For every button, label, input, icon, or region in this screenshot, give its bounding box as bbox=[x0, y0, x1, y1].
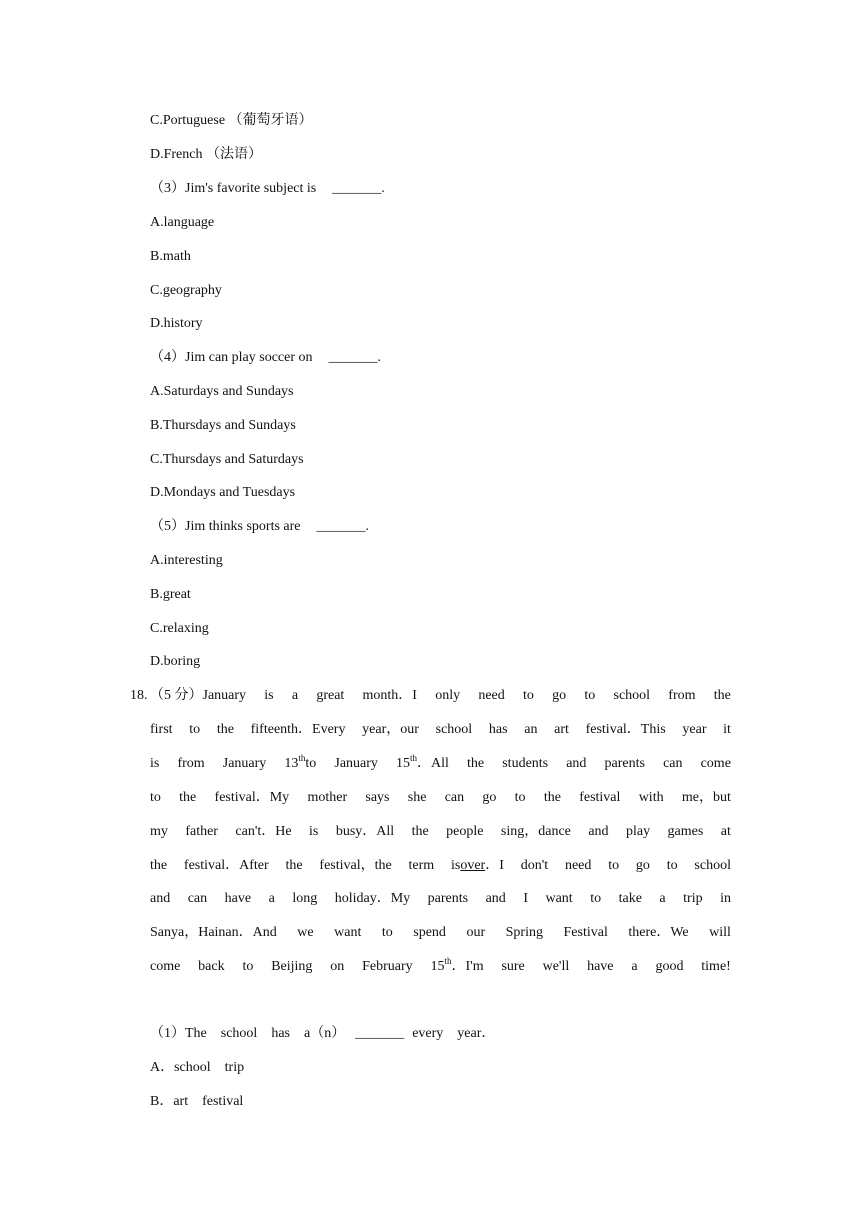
word: to bbox=[523, 688, 534, 703]
answer-blank: _______ bbox=[355, 1026, 405, 1041]
date-13th-to bbox=[284, 755, 316, 773]
word: Sanya，Hainan．And bbox=[150, 925, 277, 940]
question-5-label: （5）Jim thinks sports are bbox=[150, 519, 301, 534]
word: in bbox=[720, 891, 731, 906]
word: my bbox=[150, 824, 168, 839]
word: can bbox=[663, 756, 683, 771]
word: ．I'm bbox=[451, 959, 484, 974]
word: a bbox=[631, 959, 638, 974]
word: parents bbox=[427, 891, 469, 906]
word: the bbox=[285, 858, 303, 873]
word: it bbox=[723, 722, 731, 737]
word: year bbox=[682, 722, 707, 737]
answer-blank: _______. bbox=[328, 350, 382, 365]
word: the bbox=[216, 722, 234, 737]
word: students bbox=[502, 756, 549, 771]
word: festival bbox=[579, 790, 621, 805]
word: an bbox=[524, 722, 538, 737]
q3-option-c: C.geography bbox=[150, 283, 222, 298]
word: to bbox=[305, 756, 317, 771]
q4-option-b: B.Thursdays and Sundays bbox=[150, 418, 296, 433]
word: to bbox=[584, 688, 596, 703]
passage-line-1 bbox=[150, 687, 731, 705]
word: the bbox=[411, 824, 429, 839]
word: busy．All bbox=[335, 824, 395, 839]
q3-option-a: A.language bbox=[150, 215, 215, 230]
word: people bbox=[446, 824, 484, 839]
word: sing，dance bbox=[500, 824, 571, 839]
word: says bbox=[365, 790, 390, 805]
word: great bbox=[316, 688, 345, 703]
question-3-label: （3）Jim's favorite subject is bbox=[150, 181, 317, 196]
passage-line-7 bbox=[150, 890, 731, 908]
date-15th-im bbox=[431, 958, 484, 976]
question-4 bbox=[150, 349, 381, 367]
word: parents bbox=[604, 756, 645, 771]
word: February bbox=[362, 959, 413, 974]
word: festival，the bbox=[319, 858, 392, 873]
word: the bbox=[543, 790, 561, 805]
word: and bbox=[566, 756, 587, 771]
word: spend bbox=[413, 925, 446, 940]
word: back bbox=[198, 959, 225, 974]
word: the bbox=[467, 756, 485, 771]
word: month．I bbox=[362, 688, 417, 703]
date-number: 13 bbox=[284, 756, 299, 771]
q3-option-d: D.history bbox=[150, 316, 203, 331]
word: January bbox=[334, 756, 378, 771]
q5-option-d: D.boring bbox=[150, 654, 201, 669]
word: at bbox=[720, 824, 731, 839]
word: our bbox=[466, 925, 486, 940]
word: can bbox=[187, 891, 208, 906]
ordinal-suffix: th bbox=[298, 753, 306, 763]
word: and bbox=[485, 891, 506, 906]
word: is bbox=[150, 756, 160, 771]
word: good bbox=[655, 959, 684, 974]
word: school bbox=[694, 858, 731, 873]
word: go bbox=[552, 688, 567, 703]
word: go bbox=[635, 858, 650, 873]
word: will bbox=[709, 925, 731, 940]
word: the bbox=[150, 858, 168, 873]
ordinal-suffix: th bbox=[444, 956, 452, 966]
word: Spring bbox=[505, 925, 543, 940]
word: have bbox=[224, 891, 252, 906]
word: school bbox=[613, 688, 651, 703]
date-number: 15 bbox=[430, 959, 445, 974]
question-18-1-tail: every year． bbox=[412, 1026, 496, 1041]
q3-option-b: B.math bbox=[150, 249, 191, 264]
question-4-label: （4）Jim can play soccer on bbox=[150, 350, 313, 365]
word: sure bbox=[501, 959, 525, 974]
word: with bbox=[638, 790, 664, 805]
word: I bbox=[523, 891, 528, 906]
q4-option-a: A.Saturdays and Sundays bbox=[150, 384, 294, 399]
word: on bbox=[330, 959, 345, 974]
word: year，our bbox=[362, 722, 419, 737]
answer-blank: _______. bbox=[332, 181, 385, 196]
word: ．All bbox=[417, 756, 449, 771]
question-18-1-label: （1）The school has a（n） bbox=[150, 1026, 346, 1041]
word: has bbox=[488, 722, 508, 737]
word: games bbox=[667, 824, 704, 839]
word: ．I bbox=[485, 858, 504, 873]
word: we bbox=[297, 925, 314, 940]
word: holiday．My bbox=[334, 891, 411, 906]
q4-option-d: D.Mondays and Tuesdays bbox=[150, 485, 296, 500]
word: she bbox=[407, 790, 427, 805]
passage-line-5 bbox=[150, 823, 731, 841]
q5-option-c: C.relaxing bbox=[150, 621, 209, 636]
word: to bbox=[666, 858, 678, 873]
word: art bbox=[554, 722, 569, 737]
question-3 bbox=[150, 180, 385, 198]
word: and bbox=[588, 824, 609, 839]
word: to bbox=[242, 959, 254, 974]
q18-1-option-b: B．art festival bbox=[150, 1094, 244, 1109]
word: first bbox=[150, 722, 173, 737]
word: need bbox=[478, 688, 505, 703]
q4-option-c: C.Thursdays and Saturdays bbox=[150, 452, 304, 467]
word: is bbox=[451, 858, 461, 873]
date-number: 15 bbox=[396, 756, 411, 771]
passage-line-8 bbox=[150, 924, 731, 942]
word: Festival bbox=[563, 925, 608, 940]
underlined-word: over bbox=[460, 858, 486, 873]
date-15th bbox=[396, 755, 449, 773]
word: is bbox=[264, 688, 274, 703]
word: we'll bbox=[542, 959, 570, 974]
word: have bbox=[587, 959, 614, 974]
option-d-french: D.French （法语） bbox=[150, 147, 262, 162]
word: come bbox=[150, 959, 181, 974]
word: （5 分）January bbox=[150, 688, 247, 703]
word: term bbox=[408, 858, 435, 873]
passage-line-4 bbox=[150, 789, 731, 807]
word: can bbox=[444, 790, 465, 805]
word: to bbox=[590, 891, 602, 906]
word: long bbox=[292, 891, 318, 906]
passage-line-2 bbox=[150, 721, 731, 739]
word: to bbox=[514, 790, 526, 805]
option-c-portuguese: C.Portuguese （葡萄牙语） bbox=[150, 113, 313, 128]
word: want bbox=[334, 925, 362, 940]
passage-line-9 bbox=[150, 958, 731, 976]
question-number: 18. bbox=[130, 688, 148, 703]
word: fifteenth．Every bbox=[250, 722, 346, 737]
word: want bbox=[545, 891, 573, 906]
word: the bbox=[179, 790, 197, 805]
passage-line-6 bbox=[150, 857, 731, 875]
word: time! bbox=[701, 959, 731, 974]
answer-blank: _______. bbox=[316, 519, 369, 534]
q18-1-option-a: A．school trip bbox=[150, 1060, 245, 1075]
passage-line-3 bbox=[150, 755, 731, 773]
word: father bbox=[185, 824, 218, 839]
word: and bbox=[150, 891, 171, 906]
word: need bbox=[564, 858, 592, 873]
q5-option-a: A.interesting bbox=[150, 553, 223, 568]
word: Beijing bbox=[271, 959, 313, 974]
word: from bbox=[668, 688, 696, 703]
word: festival．After bbox=[183, 858, 269, 873]
word: trip bbox=[683, 891, 703, 906]
word: me，but bbox=[681, 790, 731, 805]
q5-option-b: B.great bbox=[150, 587, 191, 602]
word: January bbox=[222, 756, 267, 771]
word: to bbox=[189, 722, 201, 737]
ordinal-suffix: th bbox=[410, 753, 418, 763]
question-5 bbox=[150, 518, 369, 536]
word: the bbox=[713, 688, 731, 703]
word: mother bbox=[307, 790, 348, 805]
word: can't．He bbox=[235, 824, 292, 839]
word: school bbox=[435, 722, 473, 737]
word: go bbox=[482, 790, 497, 805]
word: there．We bbox=[628, 925, 689, 940]
word: don't bbox=[520, 858, 549, 873]
word: only bbox=[435, 688, 461, 703]
word: festival．This bbox=[585, 722, 666, 737]
word: a bbox=[268, 891, 275, 906]
word: a bbox=[291, 688, 299, 703]
word: to bbox=[608, 858, 620, 873]
word: to bbox=[150, 790, 161, 805]
word: play bbox=[625, 824, 651, 839]
word: take bbox=[618, 891, 642, 906]
word: a bbox=[659, 891, 666, 906]
is-over-phrase bbox=[451, 857, 504, 875]
word: come bbox=[700, 756, 731, 771]
word: festival．My bbox=[214, 790, 290, 805]
word: from bbox=[177, 756, 205, 771]
question-18-1 bbox=[150, 1025, 495, 1043]
word: to bbox=[381, 925, 393, 940]
word: is bbox=[309, 824, 319, 839]
